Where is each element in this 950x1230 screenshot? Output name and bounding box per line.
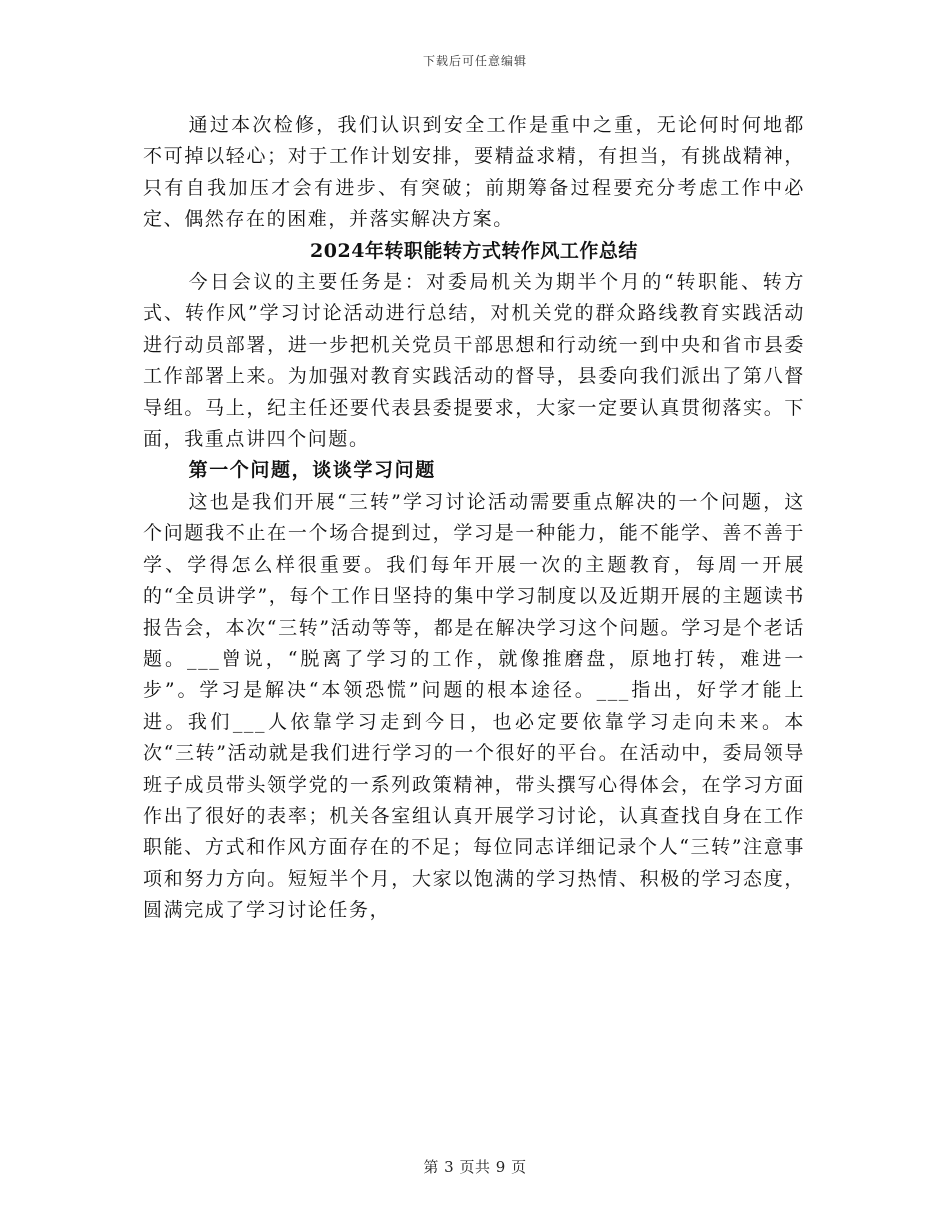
page-footer: 第 3 页共 9 页 [423,1158,527,1176]
paragraph-2: 这也是我们开展“三转”学习讨论活动需要重点解决的一个问题，这个问题我不止在一个场合提到过，学习是一种能力，能不能学、善不善于学、学得怎么样很重要。我们每年开展一次的主题教育，每周一开展的“全员讲学”，每个工作日坚持的集中学习制度以及近期开展的主题读书报告会，本次“三转”活动等等，都是在解决学习这个问题。学习是个老话题。___曾说，“脱离了学习的工作，就像推磨盘，原地打转，难进一步”。学习是解决“本领恐慌”问题的根本途径。___指出，好学才能上进。我们___人依靠学习走到今日，也必定要依靠学习走向未来。本次“三转”活动就是我们进行学习的一个很好的平台。在活动中，委局领导班子成员带头领学党的一系列政策精神，带头撰写心得体会，在学习方面作出了很好的表率；机关各室组认真开展学习讨论，认真查找自身在工作职能、方式和作风方面存在的不足；每位同志详细记录个人“三转”注意事项和努力方向。短短半个月，大家以饱满的学习热情、积极的学习态度，圆满完成了学习讨论任务， [143,490,805,922]
document-body [143,110,805,927]
paragraph-1: 今日会议的主要任务是：对委局机关为期半个月的“转职能、转方式、转作风”学习讨论活动进行总结，对机关党的群众路线教育实践活动进行动员部署，进一步把机关党员干部思想和行动统一到中央和省市县委工作部署上来。为加强对教育实践活动的督导，县委向我们派出了第八督导组。马上，纪主任还要代表县委提要求，大家一定要认真贯彻落实。下面，我重点讲四个问题。 [143,271,805,451]
page-header: 下载后可任意编辑 [422,54,527,68]
subheading-1: 第一个问题，谈谈学习问题 [188,459,436,482]
paragraph-intro: 通过本次检修，我们认识到安全工作是重中之重，无论何时何地都不可掉以轻心；对于工作计划安排，要精益求精，有担当，有挑战精神，只有自我加压才会有进步、有突破；前期筹备过程要充分考虑工作中必定、偶然存在的困难，并落实解决方案。 [143,114,805,231]
document-title: 2024年转职能转方式转作风工作总结 [310,239,638,262]
